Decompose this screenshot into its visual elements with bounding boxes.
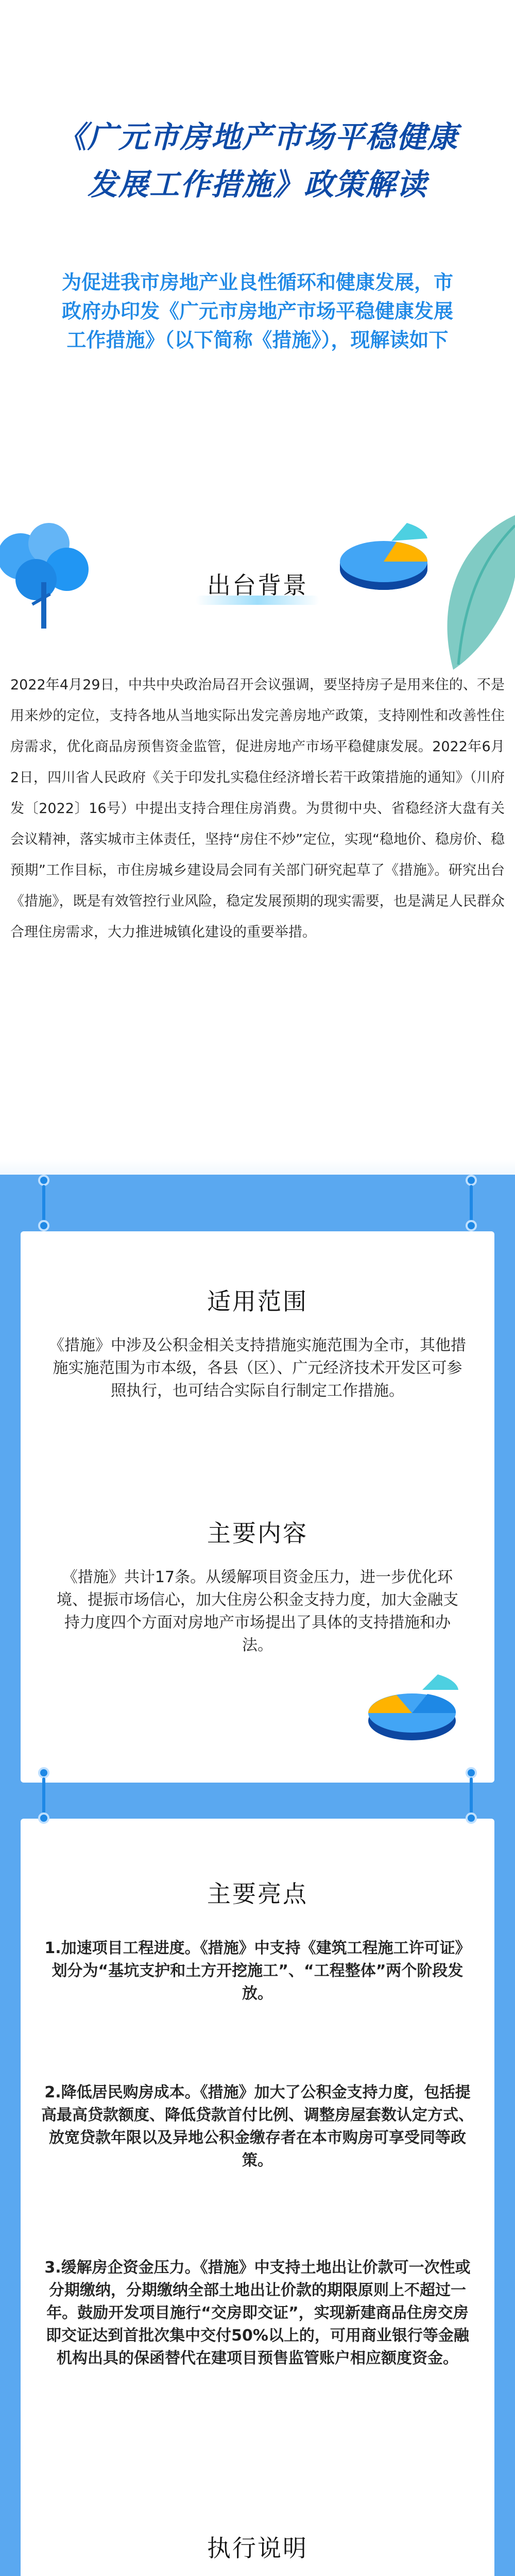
- execution-section-title: 执行说明: [196, 2530, 319, 2564]
- pin-left-1-icon: [38, 1175, 49, 1231]
- highlight-item-3: 3.缓解房企资金压力。《措施》中支持土地出让价款可一次性或分期缴纳，分期缴纳全部土地出让价款的期限原则上不超过一年。鼓励开发项目施行“交房即交证”，实现新建商品住房交房即交证达到首批次集中交付50%以上的，可用商业银行等金融机构出具的保函替代在建项目预售监管账户相应额度资金。: [44, 2259, 471, 2367]
- pie-chart-illustration-2-icon: [360, 1664, 464, 1747]
- pin-left-2-icon: [38, 1767, 49, 1824]
- pin-right-1-icon: [466, 1175, 477, 1231]
- highlights-content-card: [21, 1819, 494, 2576]
- title-line-1: 《广元市房地产市场平稳健康: [57, 120, 459, 155]
- content-section-title: 主要内容: [196, 1515, 319, 1549]
- background-text: 2022年4月29日，中共中央政治局召开会议强调，要坚持房子是用来住的、不是用来炒的定位，支持各地从当地实际出发完善房地产政策，支持刚性和改善性住房需求，优化商品房预售资金监管，促进房地产市场平稳健康发展。2022年6月2日，四川省人民政府《关于印发扎实稳住经济增长若干政策措施的通知》（川府发〔2022〕16号）中提出支持合理住房消费。为贯彻中央、省稳经济大盘有关会议精神，落实城市主体责任，坚持“房住不炒”定位，实现“稳地价、稳房价、稳预期”工作目标，市住房城乡建设局会同有关部门研究起草了《措施》。研究出台《措施》，既是有效管控行业风险，稳定发展预期的现实需要，也是满足人民群众合理住房需求，大力推进城镇化建设的重要举措。: [10, 677, 505, 940]
- highlight-item-2: 2.降低居民购房成本。《措施》加大了公积金支持力度，包括提高最高贷款额度、降低贷款首付比例、调整房屋套数认定方式、放宽贷款年限以及异地公积金缴存者在本市购房可享受同等政策。: [41, 2083, 474, 2170]
- tree-illustration-icon: [0, 520, 93, 629]
- highlight-item-1: 1.加速项目工程进度。《措施》中支持《建筑工程施工许可证》划分为“基坑支护和土方开挖施工”、“工程整体”两个阶段发放。: [44, 1939, 471, 2003]
- highlights-section-title: 主要亮点: [196, 1875, 319, 1909]
- title-line-2: 发展工作措施》政策解读: [87, 167, 427, 202]
- intro-text: 为促进我市房地产业良性循环和健康发展，市政府办印发《广元市房地产市场平稳健康发展工作措施》（以下简称《措施》），现解读如下: [61, 271, 453, 351]
- content-text: 《措施》共计17条。从缓解项目资金压力，进一步优化环境、提振市场信心，加大住房公积金支持力度，加大金融支持力度四个方面对房地产市场提出了具体的支持措施和办法。: [57, 1568, 458, 1654]
- page-title: [57, 113, 458, 208]
- scope-text: 《措施》中涉及公积金相关支持措施实施范围为全市，其他措施实施范围为市本级，各县（区）、广元经济技术开发区可参照执行，也可结合实际自行制定工作措施。: [49, 1336, 466, 1400]
- pie-chart-illustration-icon: [335, 520, 433, 598]
- leaf-illustration-icon: [422, 515, 515, 680]
- background-section-title: 出台背景: [196, 567, 319, 601]
- scope-section-title: 适用范围: [196, 1283, 319, 1317]
- pin-right-2-icon: [466, 1767, 477, 1824]
